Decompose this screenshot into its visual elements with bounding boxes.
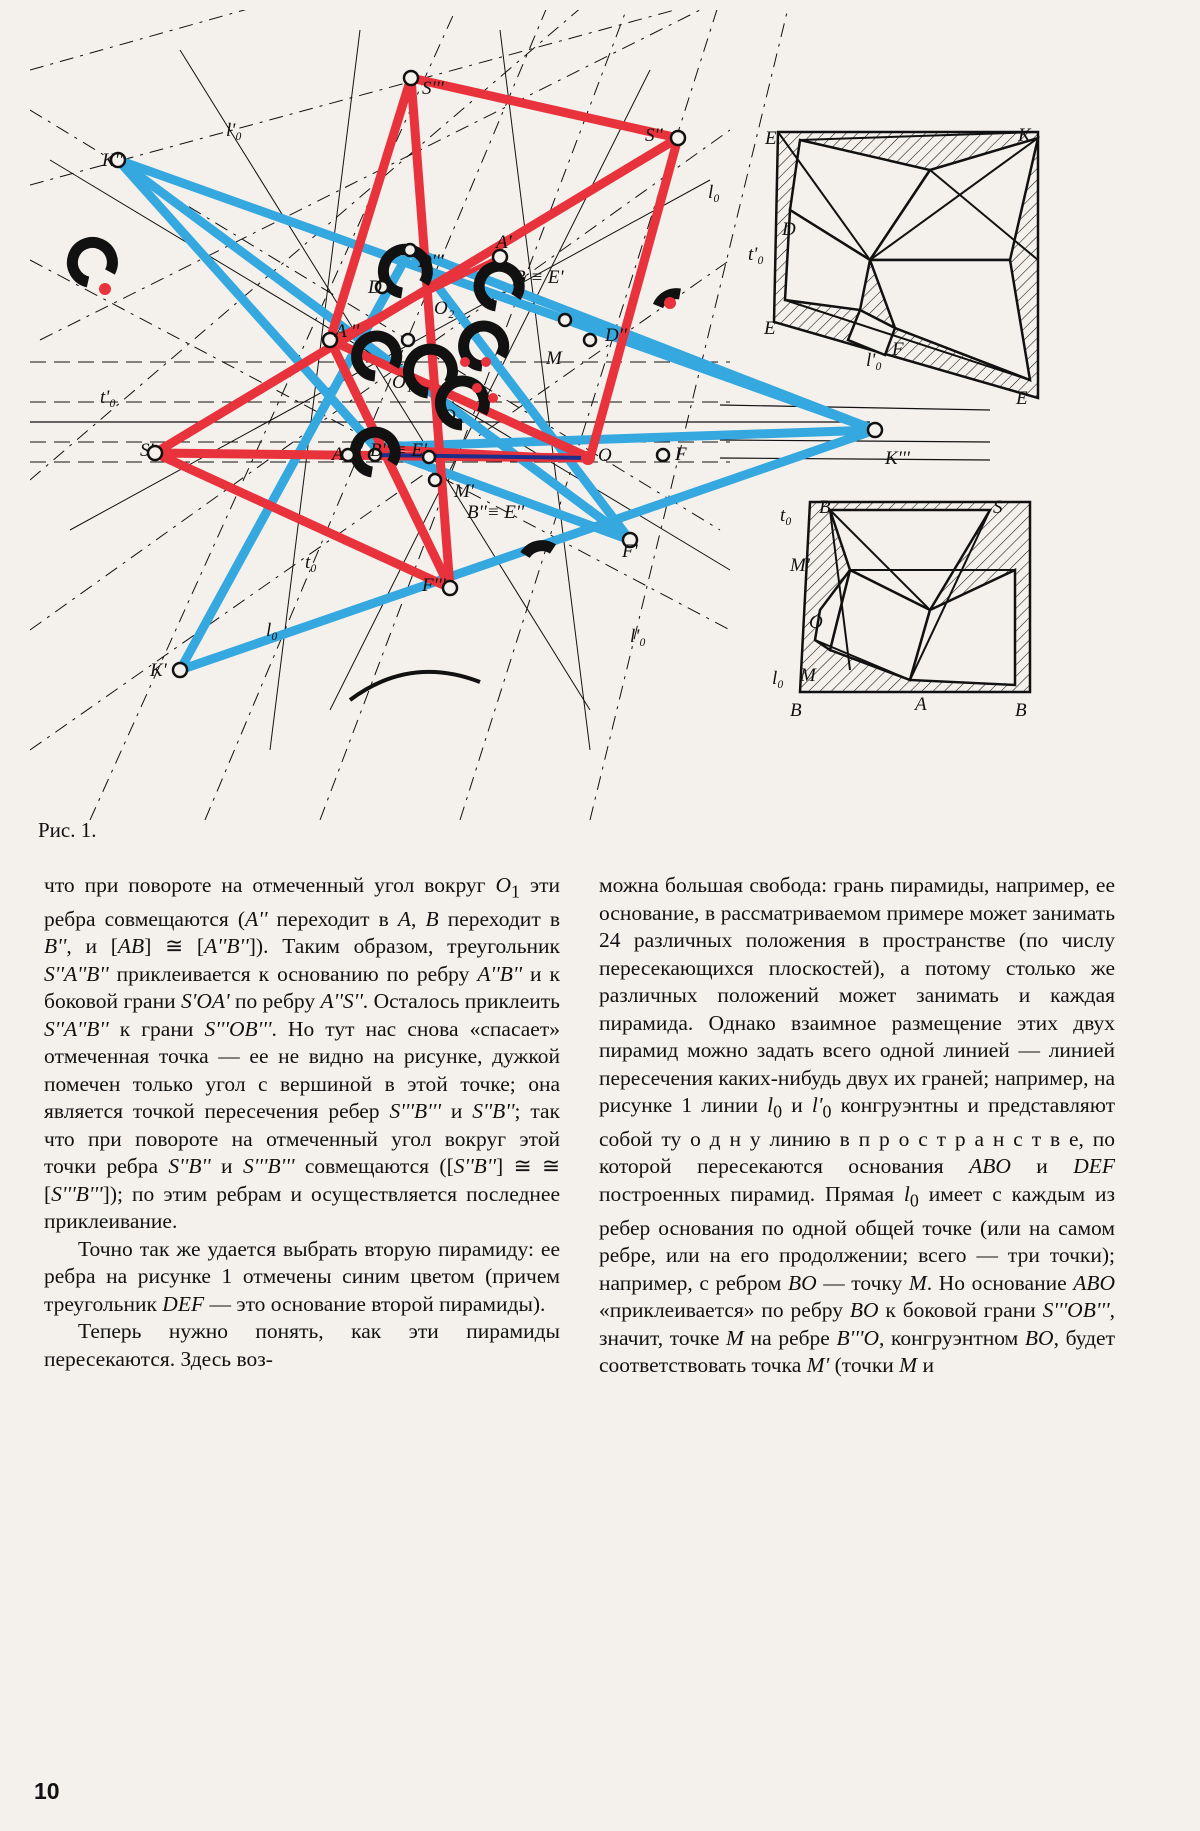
- figure-label-B_bl: B: [790, 700, 802, 721]
- figure-label-D3: D''': [418, 251, 444, 272]
- figure-label-F3: F''': [422, 575, 446, 596]
- figure-label-E_br: E: [1016, 388, 1028, 409]
- figure-label-S_tr: S: [993, 497, 1003, 518]
- figure-label-K3: K''': [885, 448, 910, 469]
- figure-label-A: A: [915, 694, 927, 715]
- figure-label-F: F: [675, 444, 687, 465]
- page-number: 10: [34, 1778, 60, 1804]
- figure-label-l0: l₀: [772, 668, 784, 689]
- paragraph: Теперь нужно понять, как эти пирамиды пересекаются. Здесь воз-: [44, 1319, 560, 1371]
- figure-label-M: M: [800, 665, 816, 686]
- figure-label-t0: t₀: [780, 505, 792, 526]
- figure-label-l0prime_bottom: l'₀: [630, 626, 646, 647]
- figure-label-l0_left: l₀: [266, 620, 278, 641]
- figure-label-Fprime: F': [622, 541, 638, 562]
- figure-label-Mprime: M': [454, 481, 474, 502]
- figure-label-t0: t₀: [305, 552, 317, 573]
- figure-label-O1: O₁: [392, 372, 413, 393]
- figure-label-B2E2: B''≡ E'': [467, 502, 525, 523]
- figure-label-Mprime: M': [790, 555, 810, 576]
- figure-label-t0prime: t'₀: [100, 387, 116, 408]
- figure-label-Sprime: S': [140, 440, 154, 461]
- figure-label-O: O: [598, 445, 612, 466]
- figure-1: [30, 10, 1190, 820]
- figure-label-D: D: [368, 277, 382, 298]
- figure-label-F: F: [892, 339, 904, 360]
- figure-label-B3E1: B'''≡ E': [370, 440, 428, 461]
- figure-label-O: O: [809, 612, 823, 633]
- text-column-left: [44, 872, 560, 1373]
- figure-label-B_br: B: [1015, 700, 1027, 721]
- figure-label-A: A: [332, 444, 344, 465]
- figure-label-M: M: [546, 348, 562, 369]
- figure-label-D: D: [782, 219, 796, 240]
- paragraph: можна большая свобода: грань пирамиды, например, ее основание, в рассматриваемом примере может занимать 24 различных положения в пространстве (по числу пересекающихся плоскостей), а потому столько же различных положений может занимать и каждая пирамида. Однако взаимное размещение этих двух пирамид можно задать всего одной линией — линией пересечения каких-нибудь двух их граней; например, на рисунке 1 линии $l_0$ и $l'_0$ конгруэнтны и представляют собой ту о д н у линию в п р о с т р а н с т в е, по которой пересекаются основания ABO и DEF построенных пирамид. Прямая $l_0$ имеет с каждым из ребер основания по одной общей точке (или на самом ребре, или на его продолжении; всего — три точки); например, с ребром BO — точку M. Но основание ABO «приклеивается» по ребру BO к боковой грани S'''OB''', значит, точке M на ребре B'''O, конгруэнтном BO, будет соответствовать точка M' (точки M и: [599, 873, 1116, 1378]
- figure-label-B_tl: B: [819, 497, 831, 518]
- figure-label-A2: A '': [335, 321, 360, 342]
- figure-label-E_tl: E: [765, 128, 777, 149]
- paragraph: что при повороте на отмеченный угол вокруг $O_1$ эти ребра совмещаются (A'' переходит в A, B переходит в B'', и [AB] ≅ [A''B'']). Таким образом, треугольник S''A''B'' приклеивается к основанию по ребру A''B'' и к боковой грани S'OA' по ребру A''S''. Осталось приклеить S''A''B'' к грани S'''OB'''. Но тут нас снова «спасает» отмеченная точка — ее не видно на рисунке, дужкой помечен только угол с вершиной в этой точке; она является точкой пересечения ребер S'''B''' и S''B''; так что при повороте на отмеченный угол вокруг этой точки ребра S''B'' и S'''B''' совмещаются ([S''B''] ≅ ≅ [S'''B''']); по этим ребрам и осуществляется последнее приклеивание.: [44, 873, 561, 1234]
- figure-caption: Рис. 1.: [38, 818, 97, 842]
- paragraph: Точно так же удается выбрать вторую пирамиду: ее ребра на рисунке 1 отмечены синим цветом (причем треугольник DEF — это основание второй пирамиды).: [44, 1236, 560, 1316]
- figure-label-S2: S'': [645, 125, 663, 146]
- figure-label-O2: O₂: [434, 298, 455, 319]
- figure-label-Aprime: A': [496, 232, 512, 253]
- figure-label-S3: S''': [422, 78, 444, 99]
- figure-label-K_tr: K: [1018, 125, 1031, 146]
- figure-label-D2: D'': [605, 325, 627, 346]
- figure-label-K2: K'': [102, 150, 123, 171]
- figure-label-O3: O₃: [442, 406, 463, 427]
- body-text: [44, 872, 1159, 1762]
- figure-label-Kprime: K': [150, 660, 167, 681]
- text-column-right: [599, 872, 1115, 1380]
- figure-label-t0prime: t'₀: [748, 244, 764, 265]
- figure-label-l0prime: l'₀: [866, 350, 882, 371]
- figure-label-l0prime_top: l'₀: [226, 120, 242, 141]
- figure-label-BE: B ≡ E': [514, 267, 564, 288]
- figure-label-l0_right: l₀: [708, 182, 720, 203]
- figure-label-E_bl: E: [764, 318, 776, 339]
